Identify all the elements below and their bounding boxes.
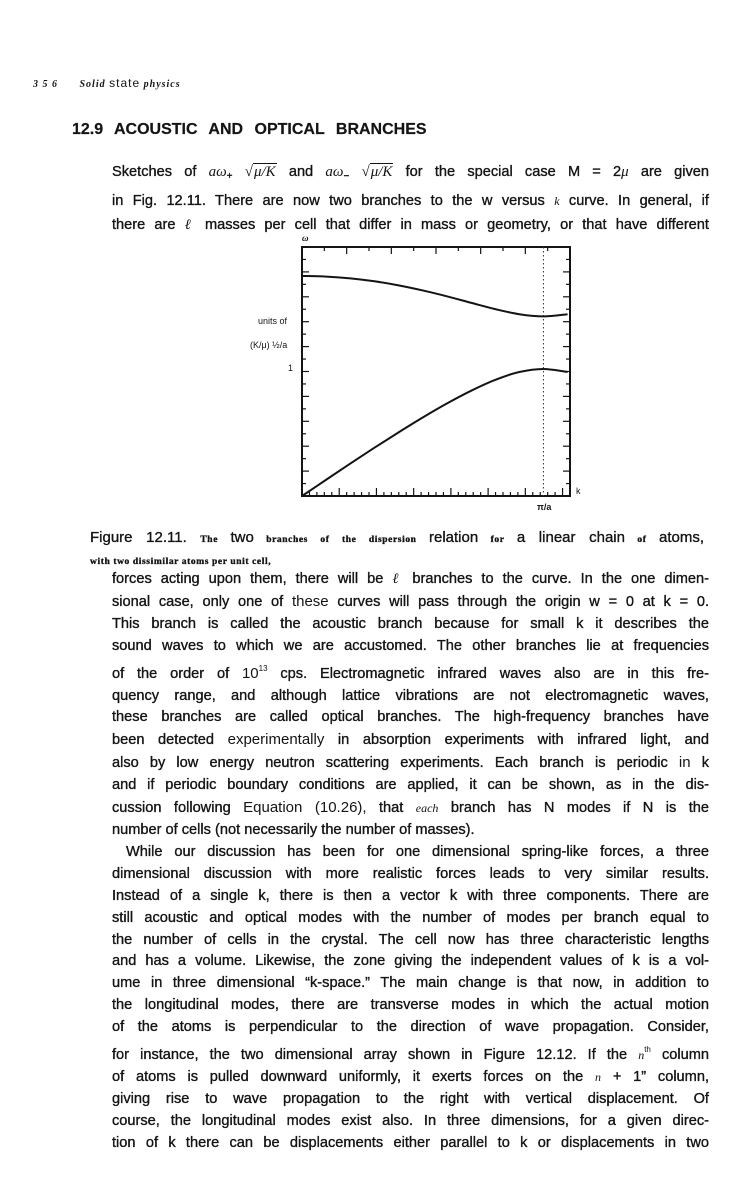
plot-frame — [302, 247, 570, 496]
text-run: dimensional discussion with more realistic forces leads to very similar results. — [112, 865, 709, 882]
text-line — [112, 569, 709, 591]
text-line — [112, 995, 709, 1017]
book-title-part: state — [109, 76, 141, 90]
cap-big-text: a linear chain — [516, 529, 625, 546]
radical-sign: √ — [244, 164, 253, 180]
sub-text: − — [343, 171, 350, 182]
text-line — [112, 1067, 709, 1089]
math-text: μ — [621, 164, 629, 180]
text-line — [112, 973, 709, 995]
text-run: been detected — [112, 732, 228, 749]
cap-big-text: Figure 12.11. — [90, 529, 201, 546]
text-line — [112, 864, 709, 886]
text-line — [112, 886, 709, 908]
cap-big-text: two — [230, 529, 254, 546]
text-run: Instead of a single k, there is then a vector k with three components. There are — [112, 887, 709, 904]
text-run: curves will pass through the origin w = 0 at k = 0. — [328, 593, 710, 610]
text-run: curve. In general, if — [559, 193, 709, 209]
text-line — [112, 1111, 709, 1133]
text-run: of the atoms is perpendicular to the direction of wave propagation. Consider, — [112, 1019, 709, 1036]
text-run: of the order of — [112, 665, 242, 682]
text-run — [349, 164, 361, 180]
text-run: these branches are called optical branches. The high-frequency branches have — [112, 709, 709, 726]
y-units-label: (K/μ) ½/a — [250, 340, 288, 350]
cap-big-text: relation — [429, 529, 479, 546]
text-run: tion of k there can be displacements either parallel to k or displacements in two — [112, 1134, 709, 1151]
light-text: experimentally — [227, 731, 325, 749]
text-run — [233, 164, 245, 180]
radical-sign: √ — [361, 164, 370, 180]
book-title-part: Solid — [79, 79, 106, 90]
text-run: cps. Electromagnetic infrared waves also are in this fre- — [267, 665, 709, 682]
text-line — [112, 591, 709, 614]
radicand: μ/K — [370, 164, 393, 180]
text-run: masses per cell that differ in mass or geometry, or that have different — [195, 217, 709, 233]
text-run: the longitudinal modes, there are transverse modes in which the actual motion — [112, 997, 709, 1014]
text-line — [112, 930, 709, 952]
text-run: are given — [628, 164, 709, 180]
acoustic-branch-curve — [302, 369, 568, 496]
text-line — [112, 729, 709, 752]
cap-small-text: with two dissimilar atoms per unit cell, — [90, 557, 272, 567]
text-line — [112, 658, 709, 686]
text-run: course, the longitudinal modes exist also. In three dimensions, for a given direc- — [112, 1112, 709, 1129]
text-line — [112, 1133, 709, 1155]
text-line — [112, 707, 709, 729]
running-head — [33, 76, 181, 90]
text-line — [112, 775, 709, 797]
text-line — [112, 951, 709, 973]
book-title-part: physics — [143, 79, 181, 90]
cap-small-text: The — [200, 535, 231, 545]
text-line — [112, 752, 709, 775]
x-marker-label: π/a — [537, 502, 552, 512]
text-run: column — [650, 1047, 709, 1064]
optical-branch-curve — [302, 276, 568, 316]
intro-paragraph — [112, 160, 709, 232]
text-line — [112, 797, 709, 820]
text-line — [112, 908, 709, 930]
sup-text: 13 — [258, 663, 268, 673]
sub-text: + — [226, 171, 233, 182]
text-run: still acoustic and optical modes with the number of modes per branch equal to — [112, 909, 709, 926]
text-run: Sketches of — [112, 164, 209, 180]
text-run: for the special case M = 2 — [393, 164, 622, 180]
text-run: sound waves to which we are accustomed. The other branches lie at frequencies — [112, 637, 709, 654]
it-text: n — [638, 1048, 645, 1063]
text-line — [112, 820, 709, 842]
text-line — [112, 160, 709, 189]
text-line — [112, 1089, 709, 1111]
text-run: forces acting upon them, there will be — [112, 571, 393, 587]
text-run: + 1” column, — [601, 1068, 710, 1085]
sqrt-expression — [362, 163, 394, 180]
text-run: and has a volume. Likewise, the zone giving the independent values of k is a vol- — [112, 953, 709, 970]
text-line — [112, 1017, 709, 1039]
math-text: aω — [208, 164, 227, 180]
sqrt-expression — [245, 163, 277, 180]
text-line — [112, 614, 709, 636]
script-text: ℓ — [184, 217, 196, 233]
radicand: μ/K — [253, 164, 276, 180]
text-run: number of cells (not necessarily the number of masses). — [112, 821, 475, 838]
text-run: giving rise to wave propagation to the right with vertical displacement. Of — [112, 1090, 709, 1107]
cap-small-text: branches of the dispersion — [253, 535, 429, 545]
text-run: in absorption experiments with infrared light, and — [324, 732, 710, 749]
text-run: of atoms is pulled downward uniformly, it exerts forces on the — [112, 1068, 596, 1085]
x-axis-label: k — [576, 486, 581, 496]
text-run: This branch is called the acoustic branch because for small k it describes the — [112, 615, 709, 632]
light-text: these — [291, 592, 329, 610]
sup-text: th — [644, 1045, 651, 1055]
text-run: that — [366, 800, 416, 817]
text-run: branches to the curve. In the one dimen- — [403, 571, 710, 587]
cap-small-text: for — [478, 535, 517, 545]
text-run: the number of cells in the crystal. The cell now has three characteristic lengths — [112, 931, 709, 948]
text-run: in Fig. 12.11. There are now two branches to the w versus — [112, 193, 555, 209]
text-run: While our discussion has been for one dimensional spring-like forces, a three — [126, 843, 709, 860]
text-run: branch has N modes if N is the — [438, 800, 710, 817]
it-text: n — [595, 1069, 602, 1084]
text-run: cussion following — [112, 800, 244, 817]
body-text — [112, 569, 709, 1155]
text-run: and — [276, 164, 326, 180]
cap-small-text: of — [625, 535, 659, 545]
it-text: k — [554, 194, 560, 208]
text-run: there are — [112, 217, 185, 233]
text-line — [90, 528, 704, 550]
light-text: Equation (10.26), — [243, 799, 367, 817]
text-run: for instance, the two dimensional array shown in Figure 12.12. If the — [112, 1047, 639, 1064]
text-line — [112, 842, 709, 864]
omega-axis-label: ω — [302, 233, 309, 243]
text-line — [112, 636, 709, 658]
text-line — [112, 1039, 709, 1067]
section-heading: 12.9 ACOUSTIC AND OPTICAL BRANCHES — [72, 121, 427, 138]
text-run: ume in three dimensional “k-space.” The main change is that now, in addition to — [112, 975, 709, 992]
text-line — [112, 213, 709, 237]
figure-caption — [90, 528, 704, 568]
text-run: and if periodic boundary conditions are applied, it can be shown, as in the dis- — [112, 777, 709, 794]
book-title — [79, 76, 181, 90]
light-text: in — [678, 754, 691, 772]
math-text: aω — [325, 164, 344, 180]
text-line — [112, 686, 709, 708]
cap-big-text: atoms, — [658, 529, 704, 546]
it-text: each — [415, 801, 439, 816]
text-run: k — [690, 755, 709, 772]
text-run: also by low energy neutron scattering experiments. Each branch is periodic — [112, 755, 679, 772]
text-run: quency range, and although lattice vibrations are not electromagnetic waves, — [112, 687, 709, 704]
light-text: 10 — [241, 664, 259, 682]
page-number: 3 5 6 — [33, 79, 58, 90]
text-run: sional case, only one of — [112, 593, 292, 610]
y-units-label: units of — [258, 316, 288, 326]
script-text: ℓ — [392, 571, 404, 587]
text-line — [112, 189, 709, 213]
y-tick-label: 1 — [288, 363, 294, 373]
